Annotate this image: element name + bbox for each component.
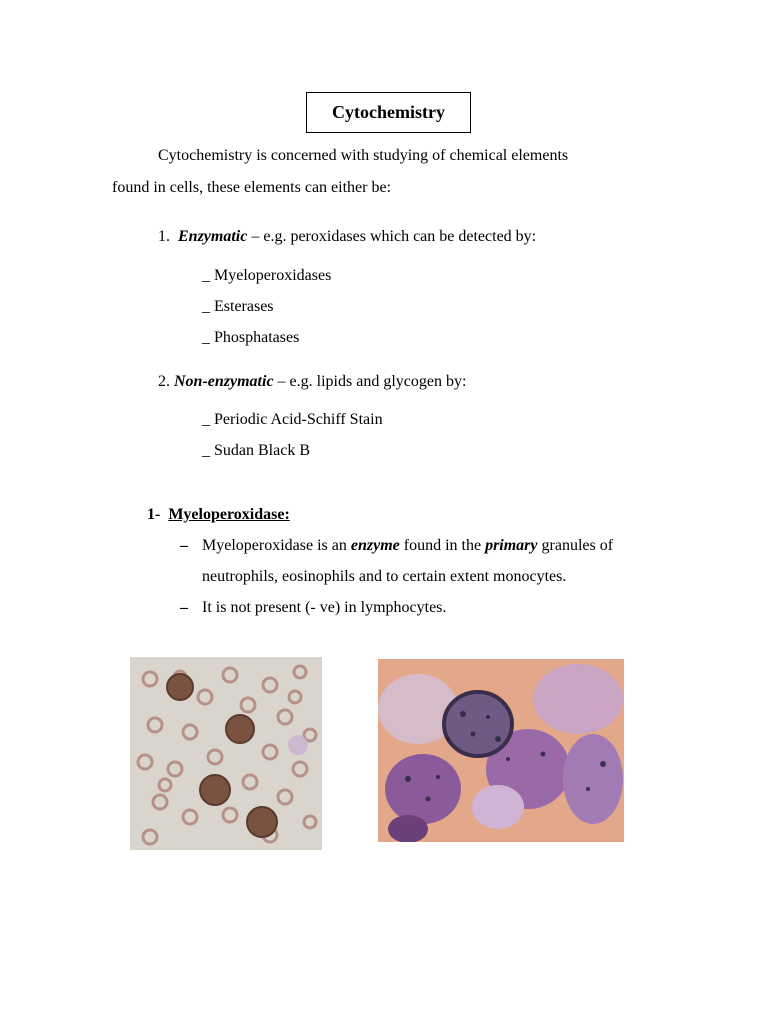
micrograph-right-svg <box>378 659 624 842</box>
section-1-number: 1. <box>158 228 170 245</box>
section-1-term: Enzymatic <box>178 228 248 245</box>
bullet-text: found in the <box>399 537 486 554</box>
bullet-1-line-1 <box>202 536 613 556</box>
myeloperoxidase-heading <box>147 505 290 525</box>
micrograph-left-image <box>130 657 322 850</box>
bullet-dash: – <box>180 599 188 616</box>
section-2-term: Non-enzymatic <box>174 373 274 390</box>
bullet-text: Myeloperoxidase is an <box>202 537 351 554</box>
bullet-dash: – <box>180 537 188 554</box>
page-title: Cytochemistry <box>306 92 471 133</box>
section-2-heading <box>158 372 466 392</box>
heading-label: Myeloperoxidase: <box>168 506 290 523</box>
heading-number: 1- <box>147 506 161 523</box>
list-item: _ Phosphatases <box>202 329 300 346</box>
bullet-emphasis-enzyme: enzyme <box>350 537 400 554</box>
intro-line-2: found in cells, these elements can either be: <box>112 179 392 196</box>
list-item: _ Esterases <box>202 298 274 315</box>
section-2-rest: – e.g. lipids and glycogen by: <box>273 373 467 390</box>
bullet-text: granules of <box>537 537 614 554</box>
bullet-emphasis-primary: primary <box>485 537 538 554</box>
list-item: _ Sudan Black B <box>202 442 310 459</box>
bullet-2: It is not present (- ve) in lymphocytes. <box>202 599 447 616</box>
micrograph-right-image <box>378 659 624 842</box>
intro-line-1: Cytochemistry is concerned with studying of chemical elements <box>158 147 569 164</box>
list-item: _ Periodic Acid-Schiff Stain <box>202 411 383 428</box>
micrograph-left-svg <box>130 657 322 850</box>
list-item: _ Myeloperoxidases <box>202 267 332 284</box>
section-1-heading <box>158 227 536 247</box>
section-2-number: 2. <box>158 373 170 390</box>
bullet-1-line-2: neutrophils, eosinophils and to certain extent monocytes. <box>202 568 567 585</box>
section-1-rest: – e.g. peroxidases which can be detected by: <box>247 228 537 245</box>
